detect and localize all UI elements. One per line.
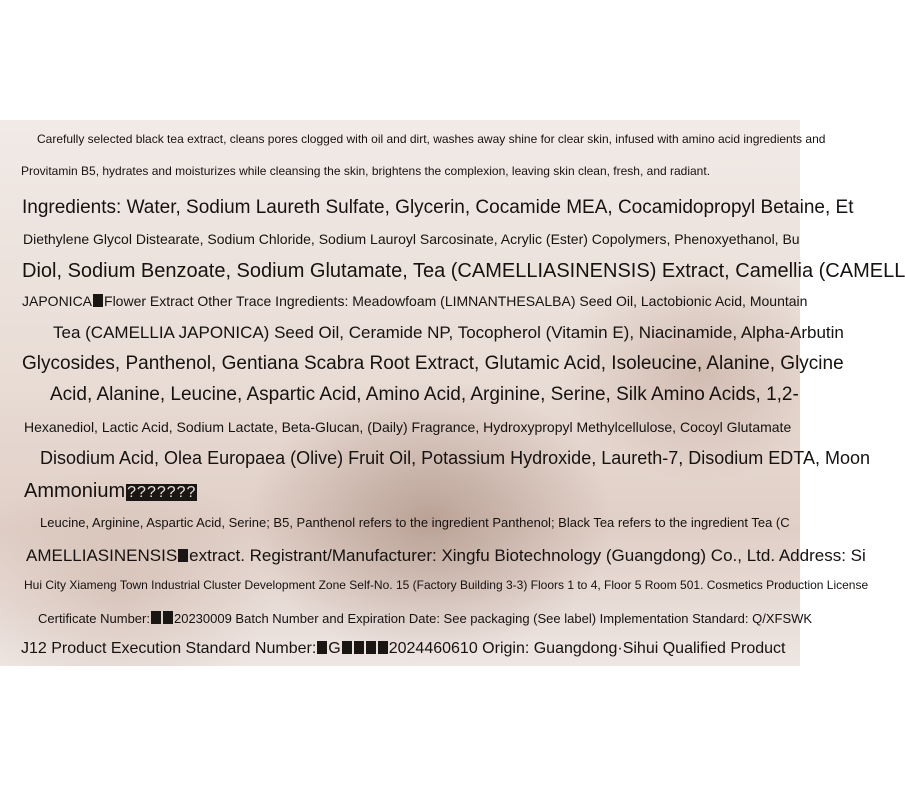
ingredients-line-7: Acid, Alanine, Leucine, Aspartic Acid, Amino Acid, Arginine, Serine, Silk Amino Acids, 1,2- xyxy=(50,384,799,405)
ingredients-line-5: Tea (CAMELLIA JAPONICA) Seed Oil, Ceramide NP, Tocopherol (Vitamin E), Niacinamide, Alpha-Arbutin xyxy=(53,323,844,342)
ingredients-line-1: Ingredients: Water, Sodium Laureth Sulfate, Glycerin, Cocamide MEA, Cocamidopropyl Betaine, Et xyxy=(22,197,854,218)
ingredients-line-6: Glycosides, Panthenol, Gentiana Scabra Root Extract, Glutamic Acid, Isoleucine, Alanine, Glycine xyxy=(22,353,844,374)
missing-glyph-box xyxy=(317,641,327,654)
missing-glyph-box xyxy=(366,641,376,654)
ingredients-line-4-start: JAPONICA xyxy=(22,293,93,309)
ingredients-line-8: Hexanediol, Lactic Acid, Sodium Lactate, Beta-Glucan, (Daily) Fragrance, Hydroxypropyl Methylcellulose, Cocoyl Glutamate xyxy=(24,419,792,435)
license-line xyxy=(38,611,812,625)
missing-glyph-box xyxy=(342,641,352,654)
ingredients-line-3: Diol, Sodium Benzoate, Sodium Glutamate, Tea (CAMELLIASINENSIS) Extract, Camellia (CAMELL xyxy=(22,260,905,282)
manufacturer-line-1-start: AMELLIASINENSIS xyxy=(26,546,178,565)
address-line: Hui City Xiameng Town Industrial Cluster Development Zone Self-No. 15 (Factory Building 3-3) Floors 1 to 4, Floor 5 Room 501. Cosmetics Production License xyxy=(24,578,869,592)
ingredients-line-4 xyxy=(22,294,807,308)
description-line-1: Carefully selected black tea extract, cleans pores clogged with oil and dirt, washes away shine for clear skin, infused with amino acid ingredients and xyxy=(37,132,826,146)
standard-line xyxy=(21,641,785,657)
standard-label: J12 Product Execution Standard Number: xyxy=(21,640,317,657)
ammonium-text: Ammonium xyxy=(24,480,126,502)
missing-glyph-box xyxy=(178,549,188,562)
ingredients-line-9: Disodium Acid, Olea Europaea (Olive) Fruit Oil, Potassium Hydroxide, Laureth-7, Disodium EDTA, Moon xyxy=(40,448,870,468)
product-label xyxy=(0,120,905,666)
standard-rest: 2024460610 Origin: Guangdong·Sihui Qualified Product xyxy=(388,640,786,657)
unrendered-glyph-marks: ??????? xyxy=(127,484,197,501)
missing-glyph-box xyxy=(163,611,173,624)
ingredients-line-4-rest: Flower Extract Other Trace Ingredients: Meadowfoam (LIMNANTHESALBA) Seed Oil, Lactobionic Acid, Mountain xyxy=(104,293,808,309)
missing-glyph-box xyxy=(354,641,364,654)
missing-glyph-box xyxy=(378,641,388,654)
license-rest: 20230009 Batch Number and Expiration Date: See packaging (See label) Implementation Standard: Q/XFSWK xyxy=(173,611,813,626)
ingredients-line-10 xyxy=(24,481,197,501)
note-line-1: Leucine, Arginine, Aspartic Acid, Serine; B5, Panthenol refers to the ingredient Panthenol; Black Tea refers to the ingredient Tea (C xyxy=(40,515,790,530)
description-line-2: Provitamin B5, hydrates and moisturizes while cleansing the skin, brightens the complexion, leaving skin clean, fresh, and radiant. xyxy=(21,164,711,178)
missing-glyph-box xyxy=(93,294,103,307)
license-label: Certificate Number: xyxy=(38,611,150,626)
missing-glyph-box xyxy=(151,611,161,624)
ingredients-line-2: Diethylene Glycol Distearate, Sodium Chloride, Sodium Lauroyl Sarcosinate, Acrylic (Ester) Copolymers, Phenoxyethanol, Bu xyxy=(23,231,800,247)
manufacturer-line-1 xyxy=(26,547,866,564)
standard-code-letter: G xyxy=(328,640,341,657)
manufacturer-line-1-rest: extract. Registrant/Manufacturer: Xingfu Biotechnology (Guangdong) Co., Ltd. Address: Si xyxy=(189,546,866,565)
